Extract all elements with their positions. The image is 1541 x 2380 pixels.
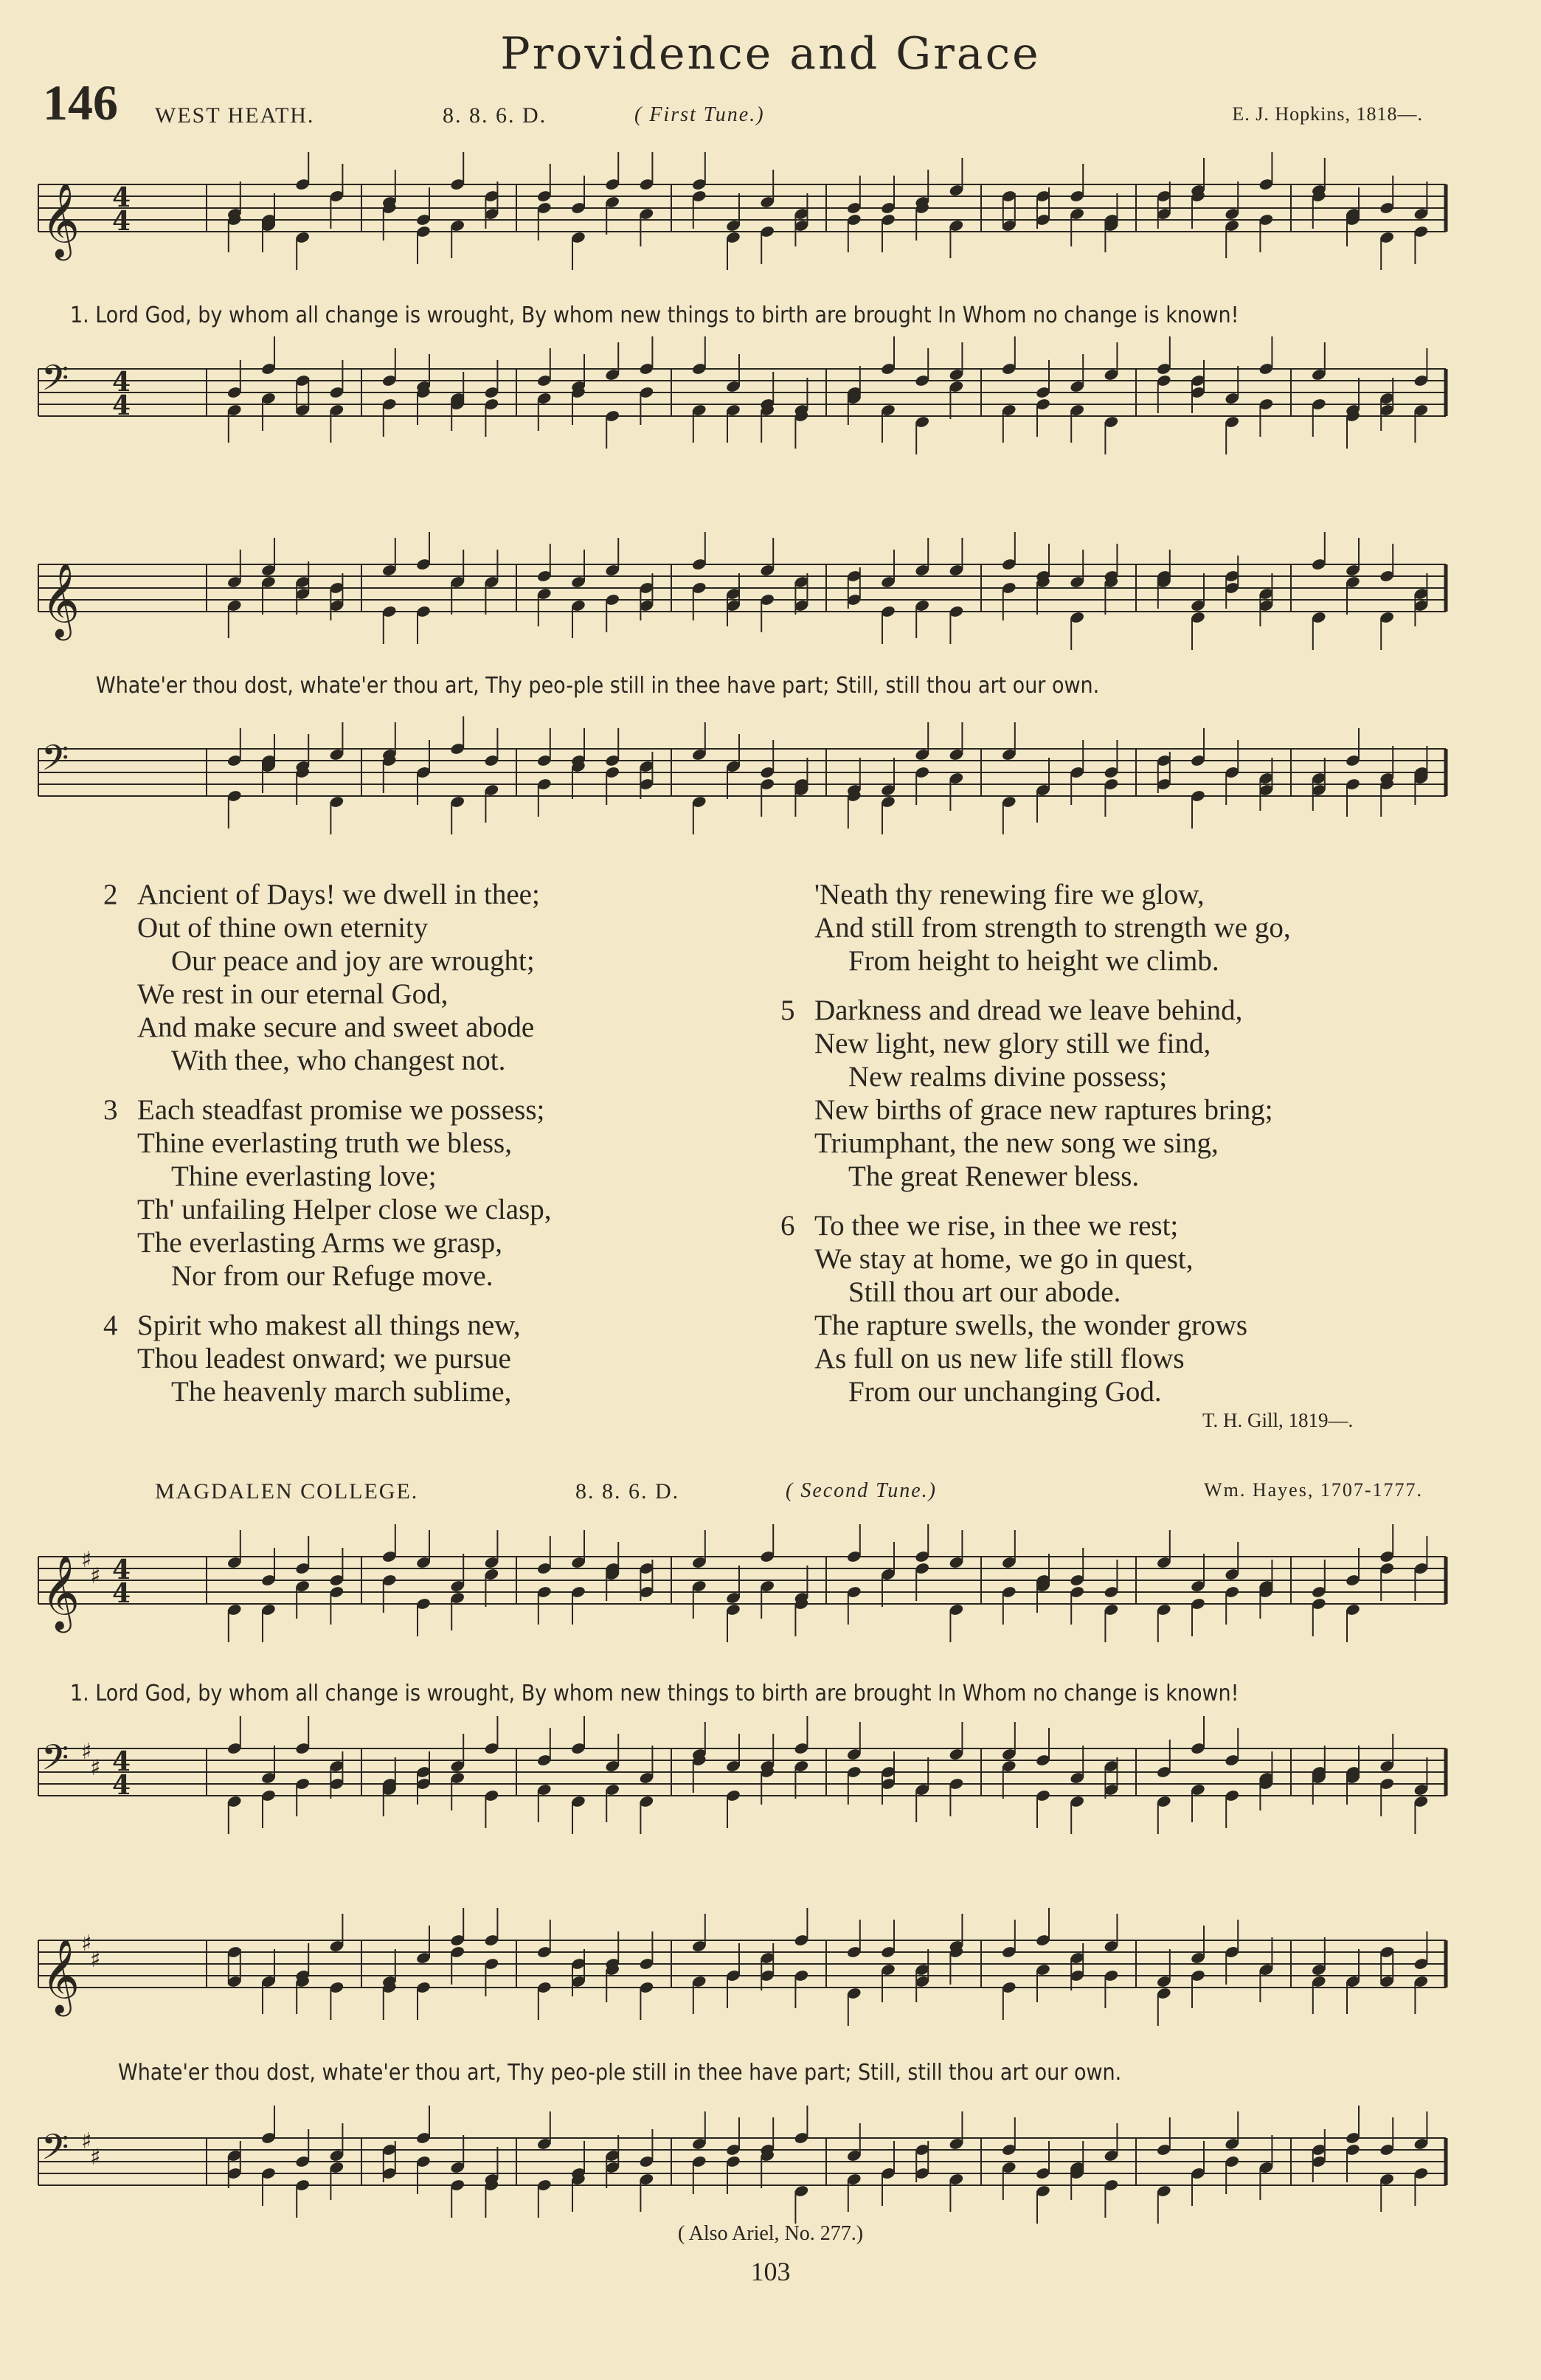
tune2-system2-treble xyxy=(0,1933,1541,2036)
tune1-system2-treble xyxy=(0,557,1541,660)
verse-text: We stay at home, we go in quest, xyxy=(814,1243,1194,1275)
verse-line xyxy=(780,1309,1291,1342)
text-author: T. H. Gill, 1819—. xyxy=(1202,1409,1354,1431)
hymn-number: 146 xyxy=(43,75,118,131)
verse-text: Ancient of Days! we dwell in thee; xyxy=(137,879,540,910)
bass-clef-icon: 𝄢 xyxy=(41,2126,69,2176)
tune2-system2-bass xyxy=(0,2126,1541,2234)
verse-line xyxy=(103,1044,552,1077)
verse-number: 6 xyxy=(780,1210,795,1242)
verse-number: 4 xyxy=(103,1310,118,1341)
verse-block xyxy=(103,878,552,1077)
verse-text: And make secure and sweet abode xyxy=(137,1011,535,1043)
verse-line xyxy=(103,978,552,1011)
treble-clef-icon: 𝄞 xyxy=(41,1554,80,1630)
verse-text: And still from strength to strength we go, xyxy=(814,912,1291,944)
verse-line xyxy=(780,1209,1291,1242)
sharp-icon: ♯ xyxy=(81,1931,92,1957)
tune1-system2-bass xyxy=(0,737,1541,845)
tune2-system1-bass xyxy=(0,1737,1541,1844)
verse-line xyxy=(103,1011,552,1044)
verse-block xyxy=(780,1209,1291,1408)
verse-line xyxy=(780,1060,1291,1093)
page-number: 103 xyxy=(750,2257,791,2286)
time-signature-top: 4 xyxy=(112,367,131,398)
verse-line xyxy=(103,1093,552,1127)
verse-line xyxy=(103,1226,552,1259)
verse-text: Our peace and joy are wrought; xyxy=(171,945,535,977)
tune1-note: ( First Tune.) xyxy=(634,103,765,126)
time-signature-top: 4 xyxy=(112,182,131,213)
tune1-composer: E. J. Hopkins, 1818—. xyxy=(1232,103,1423,125)
verse-text: Thou leadest onward; we pursue xyxy=(137,1343,511,1374)
treble-clef-icon: 𝄞 xyxy=(41,561,80,637)
verse-line xyxy=(103,878,552,911)
verse-line xyxy=(780,911,1291,944)
time-signature-bottom: 4 xyxy=(112,390,131,421)
tune2-lyrics-line1: 1. Lord God, by whom all change is wrought, By whom new things to birth are brought In Whom no change is known! xyxy=(70,1681,1239,1706)
tune1-lyrics-line2: Whate'er thou dost, whate'er thou art, Thy peo-ple still in thee have part; Still, still thou art our own. xyxy=(96,673,1100,699)
section-title: Providence and Grace xyxy=(500,28,1041,80)
verse-text: New light, new glory still we find, xyxy=(814,1028,1211,1059)
verse-line xyxy=(103,1259,552,1293)
treble-clef-icon: 𝄞 xyxy=(41,181,80,257)
verse-line xyxy=(103,1375,552,1408)
tune1-system1-bass xyxy=(0,357,1541,465)
verse-number: 2 xyxy=(103,879,118,910)
sharp-icon: ♯ xyxy=(90,1563,101,1589)
bass-clef-icon: 𝄢 xyxy=(41,357,69,407)
verse-line xyxy=(780,1160,1291,1193)
verse-text: To thee we rise, in thee we rest; xyxy=(814,1210,1179,1242)
verse-line xyxy=(780,1276,1291,1309)
verse-text: The everlasting Arms we grasp, xyxy=(137,1227,502,1259)
tune1-lyrics-line1: 1. Lord God, by whom all change is wrought, By whom new things to birth are brought In Whom no change is known! xyxy=(70,302,1239,328)
time-signature-bottom: 4 xyxy=(112,1770,131,1801)
sharp-icon: ♯ xyxy=(81,2128,92,2154)
verse-text: With thee, who changest not. xyxy=(171,1045,506,1076)
verse-line xyxy=(780,1093,1291,1127)
verse-line xyxy=(103,944,552,978)
verse-text: Each steadfast promise we possess; xyxy=(137,1094,545,1126)
sharp-icon: ♯ xyxy=(90,2145,101,2170)
verse-number: 3 xyxy=(103,1094,118,1126)
verse-text: From height to height we climb. xyxy=(848,945,1219,977)
time-signature-top: 4 xyxy=(112,1746,131,1777)
verse-text: Still thou art our abode. xyxy=(848,1276,1121,1308)
time-signature-bottom: 4 xyxy=(112,206,131,237)
verse-text: Out of thine own eternity xyxy=(137,912,429,944)
bass-clef-icon: 𝄢 xyxy=(41,737,69,787)
verse-line xyxy=(103,1160,552,1193)
sharp-icon: ♯ xyxy=(90,1947,101,1973)
verse-text: Nor from our Refuge move. xyxy=(171,1260,494,1292)
also-note: ( Also Ariel, No. 277.) xyxy=(677,2222,864,2245)
sharp-icon: ♯ xyxy=(90,1755,101,1781)
verse-line xyxy=(780,878,1291,911)
verse-block xyxy=(103,1309,552,1408)
verse-line xyxy=(780,994,1291,1027)
verse-text: Darkness and dread we leave behind, xyxy=(814,994,1243,1026)
verse-text: As full on us new life still flows xyxy=(814,1343,1185,1374)
verse-text: New births of grace new raptures bring; xyxy=(814,1094,1273,1126)
verse-line xyxy=(780,1242,1291,1276)
verse-line xyxy=(780,1342,1291,1375)
time-signature-top: 4 xyxy=(112,1554,131,1585)
verse-line xyxy=(780,944,1291,978)
verse-text: Thine everlasting love; xyxy=(171,1160,437,1192)
verse-text: Spirit who makest all things new, xyxy=(137,1310,521,1341)
verse-line xyxy=(103,1193,552,1226)
tune2-name: MAGDALEN COLLEGE. xyxy=(155,1479,419,1504)
time-signature-bottom: 4 xyxy=(112,1578,131,1609)
verse-text: New realms divine possess; xyxy=(848,1061,1168,1093)
treble-clef-icon: 𝄞 xyxy=(41,1937,80,2013)
bass-clef-icon: 𝄢 xyxy=(41,1737,69,1787)
verses-right-column xyxy=(780,878,1291,1425)
verses-left-column xyxy=(103,878,552,1425)
tune1-meter: 8. 8. 6. D. xyxy=(443,103,547,128)
verse-text: We rest in our eternal God, xyxy=(137,978,449,1010)
tune2-composer: Wm. Hayes, 1707-1777. xyxy=(1204,1479,1423,1501)
verse-line xyxy=(780,1375,1291,1408)
verse-line xyxy=(103,1127,552,1160)
verse-text: Thine everlasting truth we bless, xyxy=(137,1127,512,1159)
tune2-system1-treble xyxy=(0,1549,1541,1653)
tune2-note: ( Second Tune.) xyxy=(786,1479,937,1502)
verse-block xyxy=(780,994,1291,1193)
verse-line xyxy=(780,1127,1291,1160)
verse-text: The great Renewer bless. xyxy=(848,1160,1140,1192)
verse-text: The heavenly march sublime, xyxy=(171,1376,512,1408)
verse-text: Triumphant, the new song we sing, xyxy=(814,1127,1219,1159)
verse-line xyxy=(103,1342,552,1375)
sharp-icon: ♯ xyxy=(81,1547,92,1573)
verse-text: The rapture swells, the wonder grows xyxy=(814,1310,1247,1341)
verse-block xyxy=(103,1093,552,1293)
verse-line xyxy=(103,1309,552,1342)
tune1-name: WEST HEATH. xyxy=(155,103,315,128)
verse-text: From our unchanging God. xyxy=(848,1376,1162,1408)
verse-number: 5 xyxy=(780,994,795,1026)
verse-line xyxy=(103,911,552,944)
verse-text: Th' unfailing Helper close we clasp, xyxy=(137,1194,552,1225)
verse-text: 'Neath thy renewing fire we glow, xyxy=(814,879,1205,910)
tune2-lyrics-line2: Whate'er thou dost, whate'er thou art, Thy peo-ple still in thee have part; Still, still thou art our own. xyxy=(118,2060,1122,2086)
tune1-system1-treble xyxy=(0,177,1541,280)
verse-line xyxy=(780,1027,1291,1060)
sharp-icon: ♯ xyxy=(81,1739,92,1765)
verse-block xyxy=(780,878,1291,978)
tune2-meter: 8. 8. 6. D. xyxy=(575,1479,680,1504)
